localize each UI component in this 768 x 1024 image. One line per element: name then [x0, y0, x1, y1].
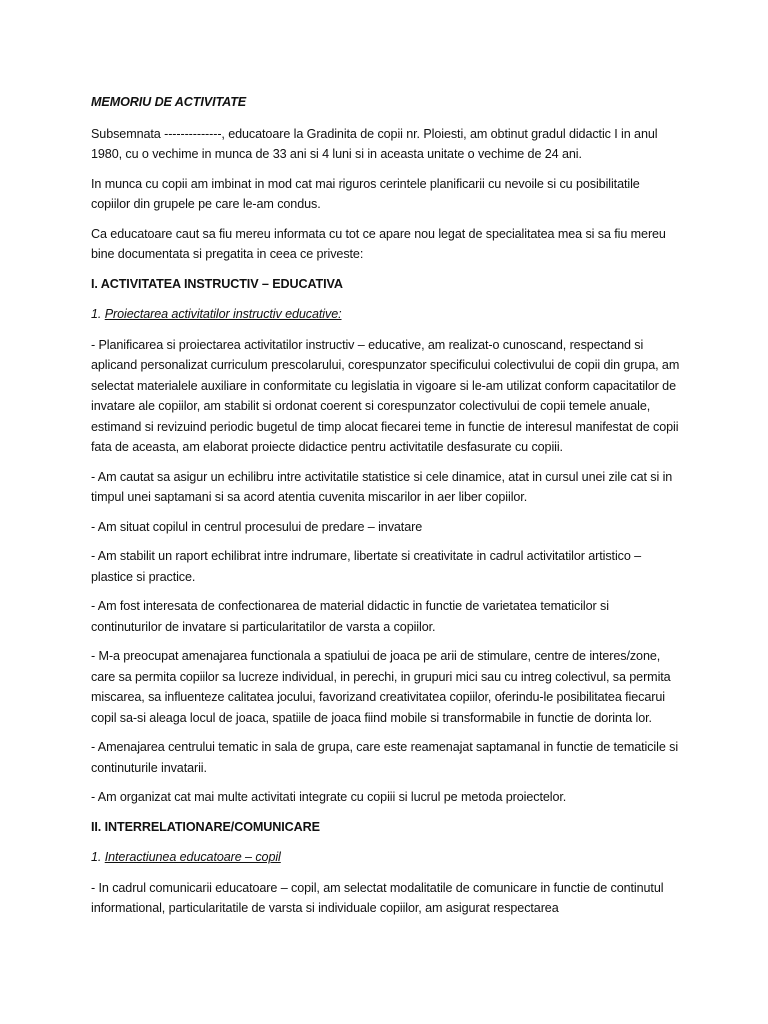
list-item: - Planificarea si proiectarea activitatilor instructiv – educative, am realizat-o cunoscand, respectand si aplicand personalizat curriculum prescolarului, corespunzator specificului colectivului de copii din grupa, am selectat materialele auxiliare in conformitate cu legislatia in vigoare si le-am utilizat conform capacitatilor de invatare ale copiilor, am stabilit si ordonat coerent si corespunzator colectivului de copii temele anuale, estimand si revizuind periodic bugetul de timp alocat fiecarei teme in functie de interesul manifestat de copii fata de aceasta, am elaborat proiecte didactice pentru activitatile desfasurate cu copiii. — [91, 337, 680, 454]
document-body — [91, 92, 681, 928]
subsection-heading — [91, 304, 681, 325]
intro-paragraph: Subsemnata --------------, educatoare la Gradinita de copii nr. Ploiesti, am obtinut gradul didactic I in anul 1980, cu o vechime in munca de 33 ani si 4 luni si in aceasta unitate o vechime de 24 ani. — [91, 126, 658, 161]
paragraph: In munca cu copii am imbinat in mod cat mai riguros cerintele planificarii cu nevoile si cu posibilitatile copiilor din grupele pe care le-am condus. — [91, 176, 640, 211]
list-item: - Am fost interesata de confectionarea de material didactic in functie de varietatea tematicilor si continuturilor de invatare si particularitatilor de varsta a copiilor. — [91, 599, 609, 634]
list-item: - In cadrul comunicarii educatoare – copil, am selectat modalitatile de comunicare in functie de continutul informational, particularitatile de varsta si individuale copiilor, am asigurat respectarea — [91, 880, 664, 915]
list-item: - Am organizat cat mai multe activitati integrate cu copiii si lucrul pe metoda proiectelor. — [91, 790, 567, 804]
list-item: - Am situat copilul in centrul procesului de predare – invatare — [91, 519, 423, 534]
subsection-heading — [91, 847, 681, 868]
subsection-number: 1. — [91, 850, 102, 864]
list-item: - Am stabilit un raport echilibrat intre indrumare, libertate si creativitate in cadrul activitatilor artistico – plastice si practice. — [91, 549, 642, 584]
document-title: MEMORIU DE ACTIVITATE — [91, 95, 247, 109]
paragraph: Ca educatoare caut sa fiu mereu informata cu tot ce apare nou legat de specialitatea mea si sa fiu mereu bine documentata si pregatita in ceea ce priveste: — [91, 226, 666, 261]
section-heading: I. ACTIVITATEA INSTRUCTIV – EDUCATIVA — [91, 276, 343, 291]
section-heading: II. INTERRELATIONARE/COMUNICARE — [91, 819, 320, 834]
list-item: - M-a preocupat amenajarea functionala a spatiului de joaca pe arii de stimulare, centre de interes/zone, care sa permita copiilor sa lucreze individual, in perechi, in grupuri mici sau cu intreg colectivul, sa permita miscarea, sa influenteze calitatea jocului, favorizand creativitatea copiilor, oferindu-le posibilitatea fiecarui copil sa-si aleaga locul de joaca, spatiile de joaca fiind mobile si transformabile in functie de dorinta lor. — [91, 649, 671, 725]
subsection-title: Interactiunea educatoare – copil — [104, 850, 281, 864]
list-item: - Am cautat sa asigur un echilibru intre activitatile statistice si cele dinamice, atat in cursul unei zile cat si in timpul unei saptamani si sa acord atentia cuvenita miscarilor in aer liber copiilor. — [91, 469, 673, 504]
subsection-number: 1. — [91, 307, 102, 321]
list-item: - Amenajarea centrului tematic in sala de grupa, care este reamenajat saptamanal in functie de tematicile si continuturile invatarii. — [91, 740, 679, 775]
subsection-title: Proiectarea activitatilor instructiv educative: — [104, 307, 342, 321]
